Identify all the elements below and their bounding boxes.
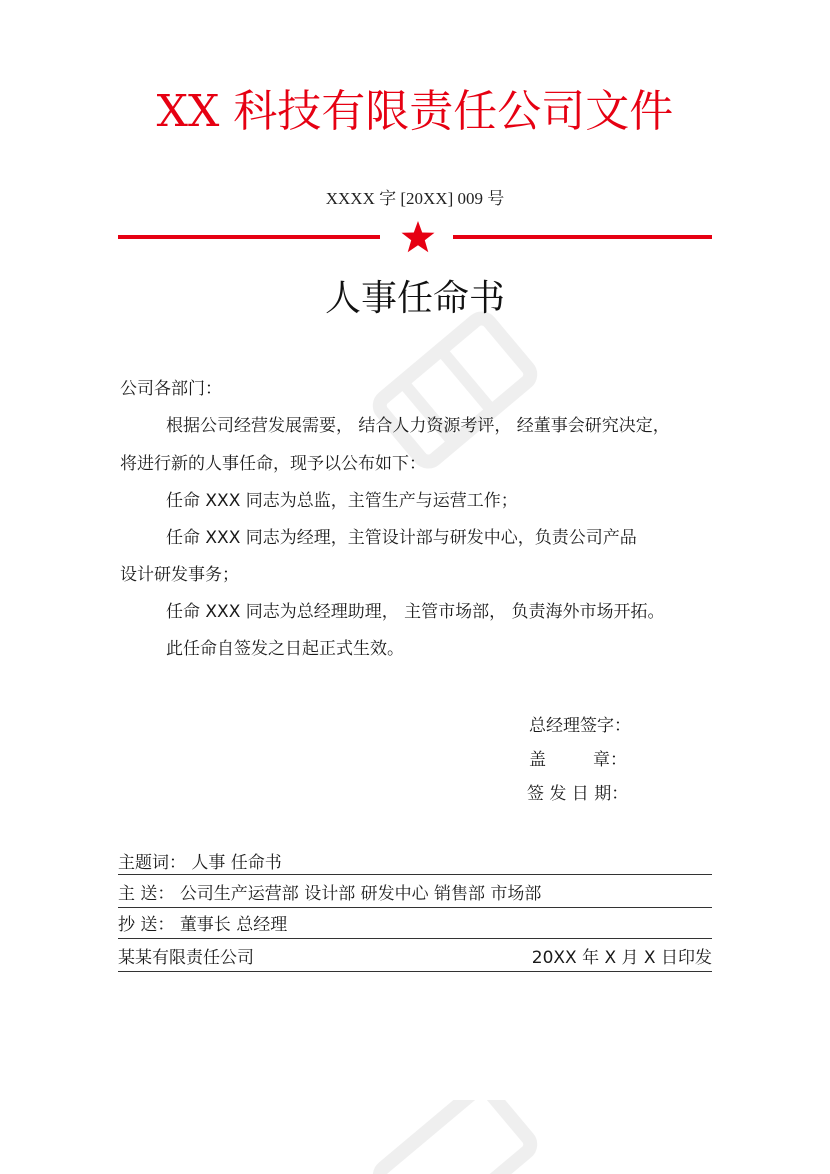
body-paragraph: 设计研发事务； (120, 565, 239, 585)
body-paragraph: 任命 XXX 同志为经理，主管设计部与研发中心，负责公司产品 (166, 528, 637, 548)
body-paragraph: 任命 XXX 同志为总经理助理， 主管市场部， 负责海外市场开拓。 (166, 602, 665, 622)
issuer-name: 某某有限责任公司 (118, 948, 254, 968)
watermark-graphic (360, 1100, 550, 1174)
issue-date: 20XX 年 X 月 X 日印发 (531, 948, 712, 968)
copy-to-value: 董事长 总经理 (179, 915, 288, 935)
body-paragraph: 根据公司经营发展需要， 结合人力资源考评， 经董事会研究决定， (166, 416, 670, 436)
star-shape (402, 221, 435, 252)
issue-date-label: 签 发 日 期： (527, 784, 629, 804)
seal-label-first: 盖 (529, 750, 546, 770)
body-paragraph: 将进行新的人事任命，现予以公布如下： (120, 454, 426, 474)
footer-divider (118, 971, 712, 972)
footer-divider (118, 907, 712, 908)
body-paragraph: 任命 XXX 同志为总监，主管生产与运营工作； (166, 491, 518, 511)
subject-label: 主题词： (118, 853, 186, 873)
gm-signature-label: 总经理签字： (529, 716, 631, 736)
copy-to-label: 抄 送： (118, 915, 175, 935)
subject-value: 人事 任命书 (191, 853, 282, 873)
red-star-icon (400, 219, 436, 255)
send-to-value: 公司生产运营部 设计部 研发中心 销售部 市场部 (179, 884, 542, 904)
salutation: 公司各部门： (120, 379, 222, 399)
send-to-label: 主 送： (118, 884, 175, 904)
footer-divider (118, 874, 712, 875)
body-paragraph: 此任命自签发之日起正式生效。 (166, 639, 404, 659)
header-divider-left (118, 235, 380, 239)
send-to-row (118, 881, 712, 907)
document-header-title: XX 科技有限责任公司文件 (156, 86, 674, 137)
subject-row (118, 850, 712, 876)
footer-divider (118, 938, 712, 939)
copy-to-row (118, 912, 712, 938)
seal-label-second: 章： (593, 750, 627, 770)
document-number: XXXX 字 [20XX] 009 号 (325, 189, 505, 208)
header-divider-right (453, 235, 712, 239)
document-title: 人事任命书 (324, 278, 505, 319)
